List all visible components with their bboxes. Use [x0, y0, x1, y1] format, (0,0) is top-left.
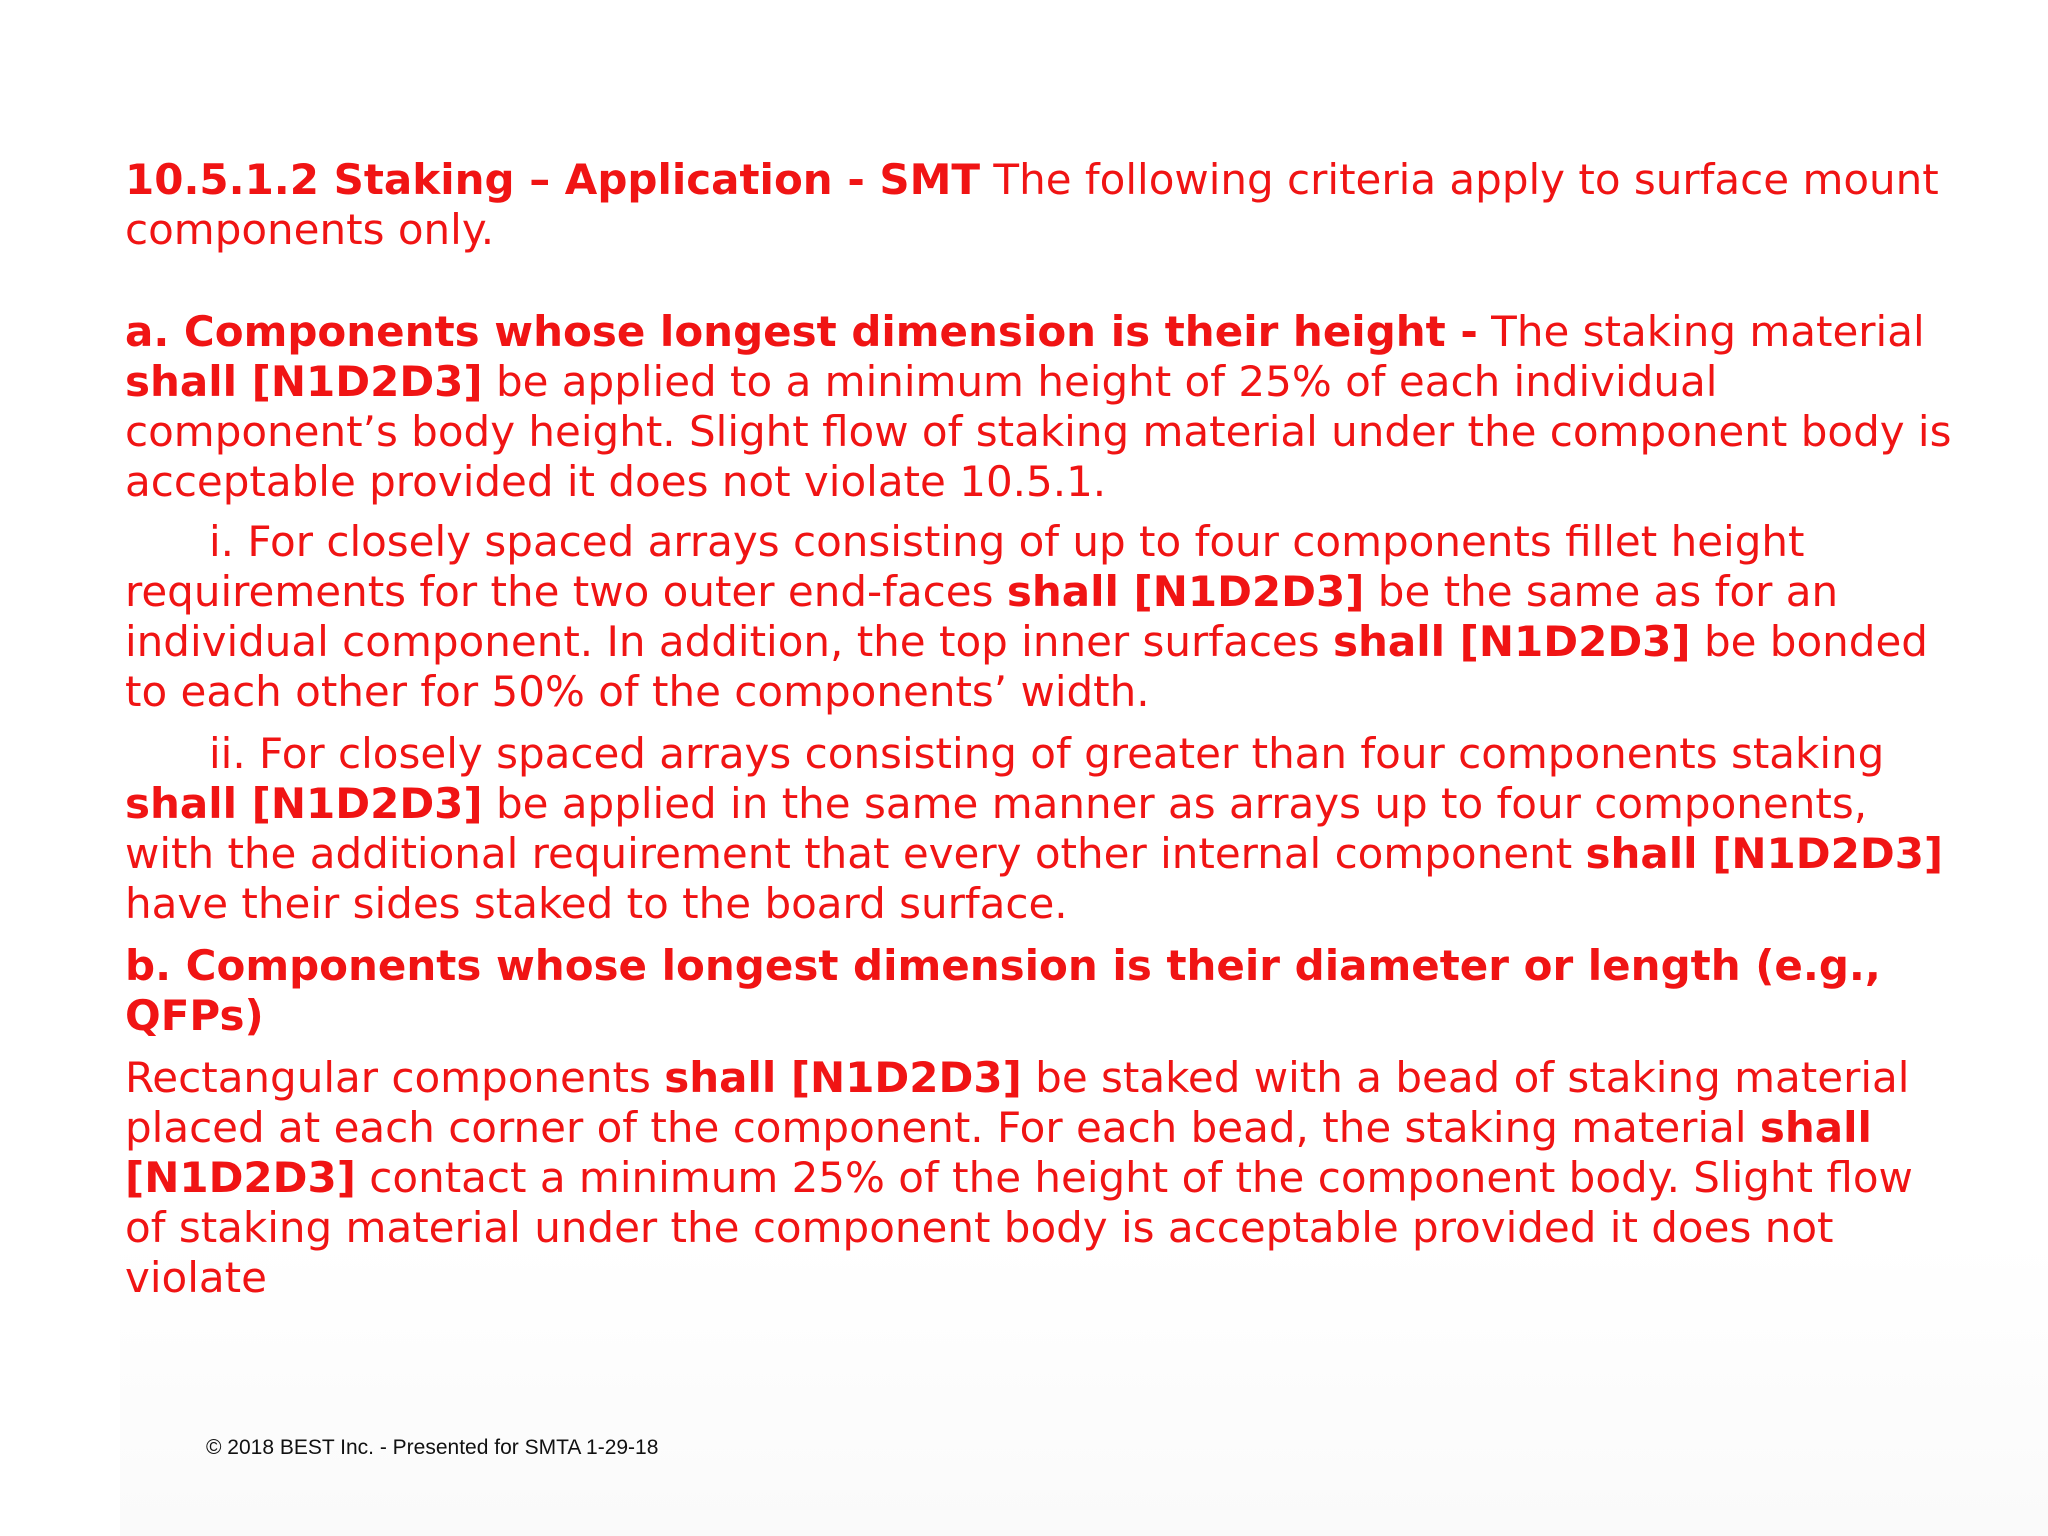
item-a-i-paragraph — [125, 517, 1955, 717]
item-a-i-text-2: be the same as for an individual component. In addition, the top inner surfaces — [125, 567, 1839, 666]
item-a-paragraph — [125, 307, 1955, 507]
footer-copyright: © 2018 BEST Inc. - Presented for SMTA 1-29-18 — [206, 1436, 659, 1459]
item-a-shall-1: shall [N1D2D3] — [125, 357, 483, 406]
item-a-ii-shall-1: shall [N1D2D3] — [125, 779, 483, 828]
item-b-text-3: contact a minimum 25% of the height of the component body. Slight flow of staking material under the component body is acceptable provided it does not violate — [125, 1153, 1913, 1302]
item-a-ii-paragraph — [125, 729, 1955, 929]
item-b-heading-paragraph — [125, 941, 1955, 1041]
item-b-text-2: be staked with a bead of staking material placed at each corner of the component. For each bead, the staking material — [125, 1053, 1910, 1152]
item-a-text-2: be applied to a minimum height of 25% of each individual component’s body height. Slight flow of staking material under the component body is acceptable provided it does not violate 10.5.1. — [125, 357, 1952, 506]
item-a-heading: a. Components whose longest dimension is their height - — [125, 307, 1478, 356]
item-a-ii-text-1: ii. For closely spaced arrays consisting of greater than four components staking — [209, 729, 1885, 778]
item-a-i-text-3: be bonded to each other for 50% of the components’ width. — [125, 617, 1928, 716]
item-a-i-shall-1: shall [N1D2D3] — [1006, 567, 1365, 616]
item-b-text-1: Rectangular components — [125, 1053, 665, 1102]
item-a-i-shall-2: shall [N1D2D3] — [1333, 617, 1691, 666]
section-intro: The following criteria apply to surface mount components only. — [125, 155, 1939, 254]
section-title: 10.5.1.2 Staking – Application - SMT — [125, 155, 981, 204]
item-b-heading: b. Components whose longest dimension is their diameter or length (e.g., QFPs) — [125, 941, 1881, 1040]
item-b-paragraph — [125, 1053, 1955, 1303]
section-heading-paragraph — [125, 155, 1955, 255]
item-a-i-text-1: i. For closely spaced arrays consisting of up to four components fillet height requirements for the two outer end-faces — [125, 517, 1805, 616]
item-a-text-1: The staking material — [1477, 307, 1925, 356]
item-a-ii-text-2: be applied in the same manner as arrays up to four components, with the additional requirement that every other internal component — [125, 779, 1868, 878]
item-b-shall-2: shall [N1D2D3] — [125, 1103, 1872, 1202]
slide-content — [125, 155, 1955, 1303]
item-b-shall-1: shall [N1D2D3] — [664, 1053, 1022, 1102]
item-a-ii-shall-2: shall [N1D2D3] — [1585, 829, 1944, 878]
item-a-ii-text-3: have their sides staked to the board surface. — [125, 879, 1068, 928]
